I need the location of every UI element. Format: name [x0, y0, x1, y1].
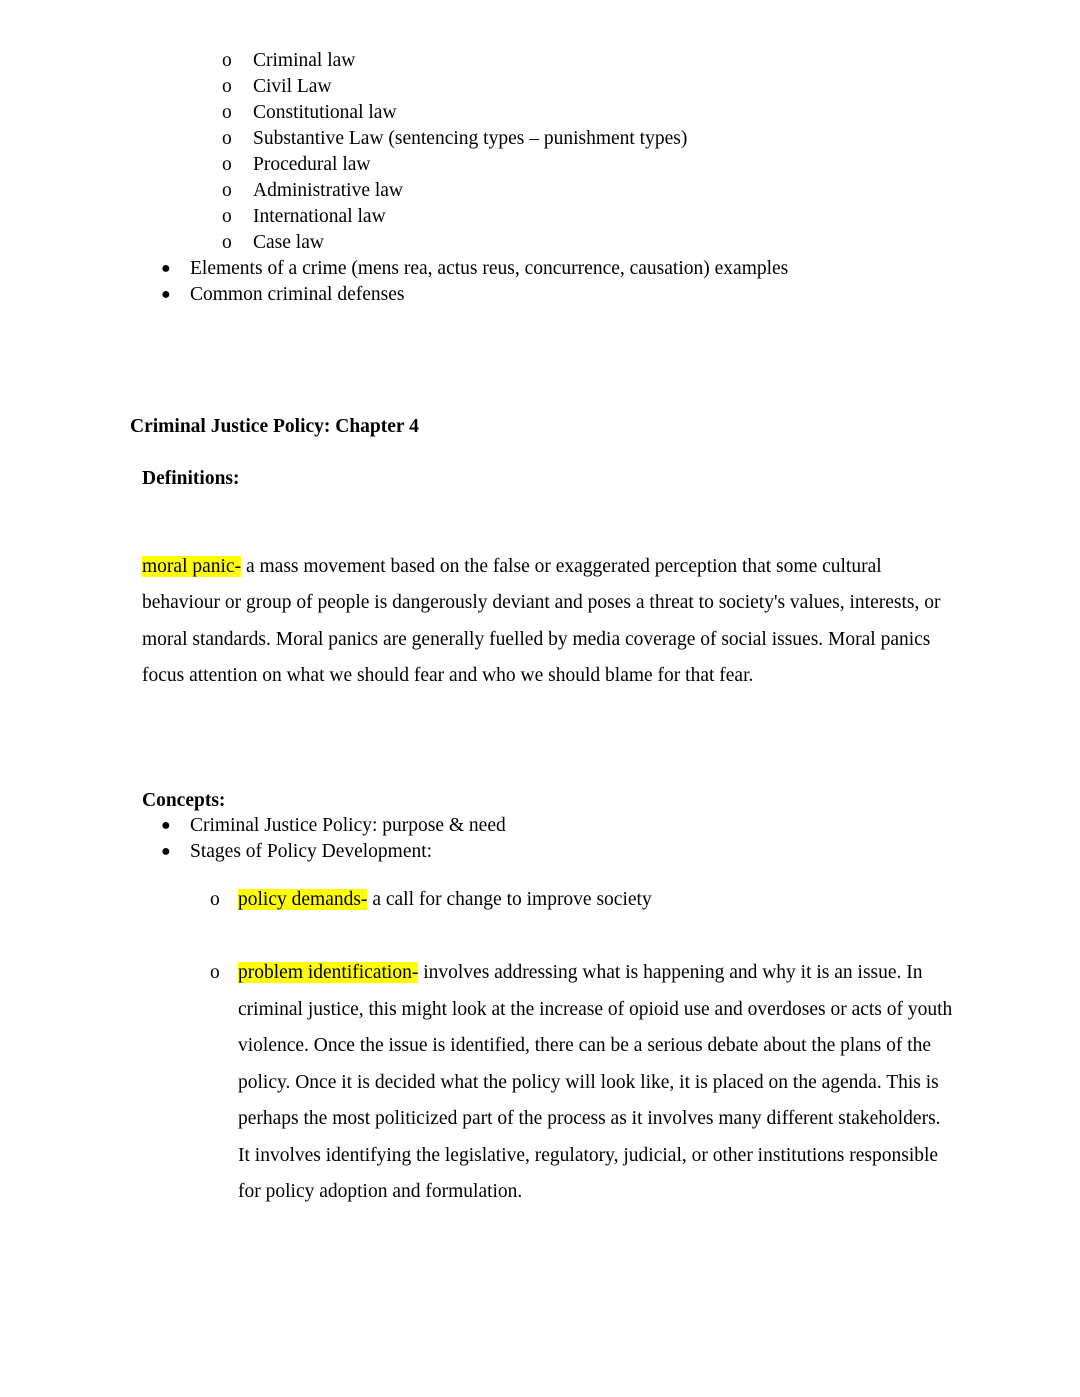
stage-body: involves addressing what is happening and why it is an issue. In criminal justice, this might look at the increase of opioid use and overdoses or acts of youth violence. Once the issue is identified, there can be a serious debate about the plans of the policy. Once it is decided what the policy will look like, it is placed on the agenda. This is perhaps the most politicized part of the process as it involves many different stakeholders. It involves identifying the legislative, regulatory, judicial, or other institutions responsible for policy adoption and formulation. — [238, 962, 953, 1202]
list-item — [130, 813, 1030, 839]
list-item-label: Civil Law — [253, 76, 332, 97]
list-item — [130, 100, 1030, 126]
list-item — [130, 74, 1030, 100]
disc-bullet-icon: ● — [161, 843, 171, 860]
stage-body: a call for change to improve society — [367, 889, 652, 910]
list-item — [130, 152, 1030, 178]
circle-bullet-icon: o — [222, 102, 232, 123]
list-item-label: Criminal Justice Policy: purpose & need — [190, 815, 506, 836]
highlighted-term: problem identification- — [238, 962, 419, 983]
circle-bullet-icon: o — [222, 180, 232, 201]
highlighted-term: moral panic- — [142, 555, 242, 577]
list-item-label: Stages of Policy Development: — [190, 841, 433, 862]
types-of-law-list — [130, 48, 1030, 308]
list-item-label: Constitutional law — [253, 102, 397, 123]
page-title: Criminal Justice Policy: Chapter 4 — [130, 416, 419, 437]
circle-bullet-icon: o — [210, 889, 220, 910]
circle-bullet-icon: o — [222, 206, 232, 227]
list-item — [130, 230, 1030, 256]
definitions-heading: Definitions: — [142, 468, 240, 489]
circle-bullet-icon: o — [210, 962, 220, 983]
circle-bullet-icon: o — [222, 128, 232, 149]
circle-bullet-icon: o — [222, 154, 232, 175]
concepts-heading: Concepts: — [142, 790, 226, 811]
list-item-label: Criminal law — [253, 50, 356, 71]
stage-problem-identification — [210, 955, 954, 1211]
highlighted-term: policy demands- — [238, 889, 368, 910]
list-item-label: Elements of a crime (mens rea, actus reus, concurrence, causation) examples — [190, 258, 789, 279]
definition-moral-panic — [142, 549, 954, 695]
list-item-label: Procedural law — [253, 154, 371, 175]
circle-bullet-icon: o — [222, 50, 232, 71]
list-item — [130, 282, 1030, 308]
list-item — [130, 256, 1030, 282]
list-item-label: Substantive Law (sentencing types – punishment types) — [253, 128, 688, 149]
concepts-list — [130, 813, 1030, 865]
list-item — [130, 839, 1030, 865]
list-item — [130, 178, 1030, 204]
disc-bullet-icon: ● — [161, 260, 171, 277]
list-item-label: Case law — [253, 232, 324, 253]
disc-bullet-icon: ● — [161, 286, 171, 303]
list-item — [130, 204, 1030, 230]
list-item — [130, 48, 1030, 74]
stage-policy-demands — [210, 882, 954, 919]
list-item-label: International law — [253, 206, 386, 227]
list-item-label: Administrative law — [253, 180, 404, 201]
circle-bullet-icon: o — [222, 76, 232, 97]
circle-bullet-icon: o — [222, 232, 232, 253]
list-item — [130, 126, 1030, 152]
disc-bullet-icon: ● — [161, 817, 171, 834]
list-item-label: Common criminal defenses — [190, 284, 405, 305]
definition-body: a mass movement based on the false or exaggerated perception that some cultural behaviour or group of people is dangerously deviant and poses a threat to society's values, interests, or moral standards. Moral panics are generally fuelled by media coverage of social issues. Moral panics focus attention on what we should fear and who we should blame for that fear. — [142, 555, 941, 686]
